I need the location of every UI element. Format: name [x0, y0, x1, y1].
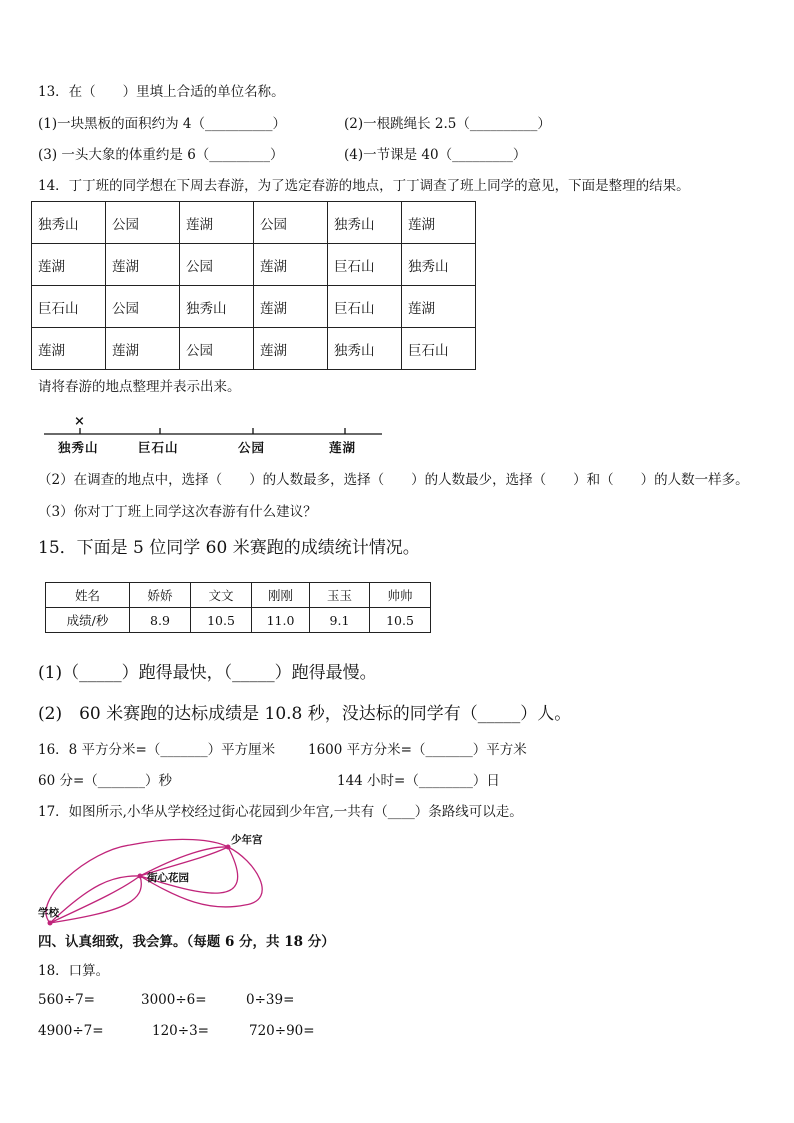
table-cell: 巨石山 — [32, 286, 106, 328]
q15-sub2: (2) 60 米赛跑的达标成绩是 10.8 秒，没达标的同学有（_____）人。 — [38, 704, 572, 724]
table-row — [32, 328, 476, 370]
q14-sub3: （3）你对丁丁班上同学这次春游有什么建议？ — [38, 504, 317, 520]
route-path — [50, 876, 141, 923]
table-cell: 公园 — [106, 286, 180, 328]
section-4-title: 四、认真细致，我会算。（每题 6 分，共 18 分） — [38, 934, 335, 950]
table-cell: 莲湖 — [254, 244, 328, 286]
q13-item-1: (1)一块黑板的面积约为 4（__________） — [38, 116, 287, 132]
table-cell: 文文 — [191, 583, 252, 608]
table-cell: 玉玉 — [310, 583, 370, 608]
table-cell: 成绩/秒 — [46, 608, 130, 633]
table-cell: 公园 — [254, 202, 328, 244]
table-cell: 独秀山 — [32, 202, 106, 244]
table-cell: 公园 — [180, 244, 254, 286]
school-label: 学校 — [38, 907, 59, 919]
q18-item-1: 560÷7= — [38, 992, 95, 1008]
table-row — [32, 286, 476, 328]
palace-label: 少年宫 — [231, 834, 263, 846]
q13-stem: 13．在（ ）里填上合适的单位名称。 — [38, 84, 285, 100]
table-cell: 莲湖 — [402, 286, 476, 328]
table-cell: 9.1 — [310, 608, 370, 633]
table-cell: 莲湖 — [402, 202, 476, 244]
results-table — [45, 582, 431, 633]
table-cell: 莲湖 — [32, 244, 106, 286]
q13-item-2: (2)一根跳绳长 2.5（__________） — [344, 116, 551, 132]
q16-item-3: 60 分=（_______）秒 — [38, 773, 173, 789]
q18-item-5: 120÷3= — [152, 1023, 209, 1039]
q18-item-4: 4900÷7= — [38, 1023, 104, 1039]
table-cell: 独秀山 — [180, 286, 254, 328]
route-path — [50, 876, 140, 923]
table-cell: 莲湖 — [254, 328, 328, 370]
axis-mark: × — [74, 414, 86, 429]
q18-item-2: 3000÷6= — [141, 992, 207, 1008]
q18-item-3: 0÷39= — [246, 992, 295, 1008]
table-cell: 莲湖 — [180, 202, 254, 244]
q16-item-2: 1600 平方分米=（_______）平方米 — [308, 742, 527, 758]
table-row — [46, 583, 431, 608]
route-path — [46, 839, 228, 923]
table-cell: 巨石山 — [402, 328, 476, 370]
table-cell: 巨石山 — [328, 286, 402, 328]
q18-stem: 18．口算。 — [38, 963, 110, 979]
axis-label: 独秀山 — [58, 440, 99, 455]
q14-stem: 14．丁丁班的同学想在下周去春游，为了选定春游的地点，丁丁调查了班上同学的意见，下面是整理的结果。 — [38, 178, 690, 194]
table-cell: 娇娇 — [130, 583, 191, 608]
q15-sub1: (1)（_____）跑得最快，（_____）跑得最慢。 — [38, 663, 377, 683]
axis-label: 公园 — [238, 440, 266, 455]
table-cell: 8.9 — [130, 608, 191, 633]
table-cell: 公园 — [106, 202, 180, 244]
table-cell: 莲湖 — [32, 328, 106, 370]
table-cell: 姓名 — [46, 583, 130, 608]
q14-sub2: （2）在调查的地点中，选择（ ）的人数最多，选择（ ）的人数最少，选择（ ）和（ ）的人数一样多。 — [38, 472, 749, 488]
table-row — [46, 608, 431, 633]
q17-stem: 17．如图所示,小华从学校经过街心花园到少年宫,一共有（____）条路线可以走。 — [38, 804, 523, 820]
q14-instruction: 请将春游的地点整理并表示出来。 — [38, 379, 241, 395]
table-cell: 公园 — [180, 328, 254, 370]
table-row — [32, 244, 476, 286]
table-cell: 莲湖 — [106, 328, 180, 370]
q16-item-4: 144 小时=（________）日 — [337, 773, 500, 789]
q18-item-6: 720÷90= — [249, 1023, 315, 1039]
table-cell: 11.0 — [252, 608, 310, 633]
table-cell: 巨石山 — [328, 244, 402, 286]
table-cell: 帅帅 — [370, 583, 431, 608]
palace-point — [226, 845, 231, 850]
q13-item-3: (3) 一头大象的体重约是 6（_________） — [38, 147, 284, 163]
table-row — [32, 202, 476, 244]
school-point — [48, 921, 53, 926]
table-cell: 刚刚 — [252, 583, 310, 608]
table-cell: 10.5 — [191, 608, 252, 633]
garden-point — [138, 874, 143, 879]
route-path — [50, 876, 140, 923]
survey-table — [31, 201, 476, 370]
table-cell: 独秀山 — [328, 202, 402, 244]
axis-label: 莲湖 — [329, 440, 357, 455]
table-cell: 独秀山 — [402, 244, 476, 286]
table-cell: 莲湖 — [254, 286, 328, 328]
table-cell: 莲湖 — [106, 244, 180, 286]
garden-label: 街心花园 — [147, 872, 189, 884]
q15-stem: 15．下面是 5 位同学 60 米赛跑的成绩统计情况。 — [38, 538, 420, 558]
table-cell: 10.5 — [370, 608, 431, 633]
q13-item-4: (4)一节课是 40（_________） — [344, 147, 527, 163]
axis-label: 巨石山 — [138, 440, 179, 455]
q16-item-1: 16．8 平方分米=（_______）平方厘米 — [38, 742, 276, 758]
table-cell: 独秀山 — [328, 328, 402, 370]
